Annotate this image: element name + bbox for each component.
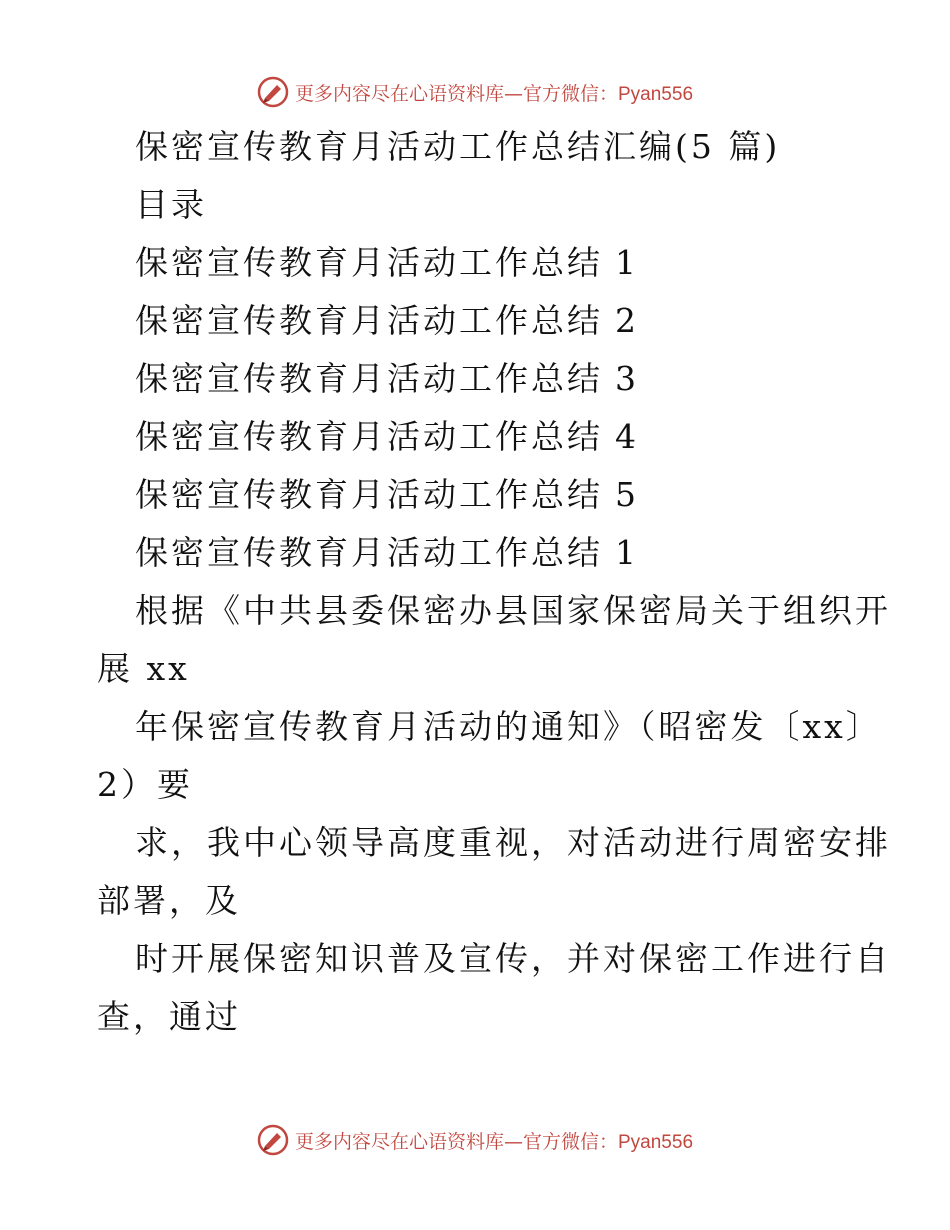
section-heading: [97, 524, 857, 582]
toc-item: [97, 292, 857, 350]
toc-item-number: 4: [615, 417, 639, 456]
document-body: [97, 118, 891, 1046]
toc-item: [97, 408, 857, 466]
toc-item-number: 5: [615, 475, 639, 514]
header-watermark: [0, 70, 950, 114]
body-line: 查，通过: [97, 997, 241, 1036]
body-line: 部署，及: [97, 881, 241, 920]
footer-watermark: [0, 1118, 950, 1162]
watermark-text: [295, 1127, 693, 1154]
toc-item: [97, 350, 857, 408]
watermark-text: [295, 79, 693, 106]
toc-item-label: 保密宣传教育月活动工作总结: [135, 475, 603, 514]
toc-item-label: 保密宣传教育月活动工作总结: [135, 417, 603, 456]
toc-heading: 目录: [135, 185, 207, 224]
toc-item-label: 保密宣传教育月活动工作总结: [135, 243, 603, 282]
watermark-id: Pyan556: [618, 1131, 694, 1153]
document-title: 保密宣传教育月活动工作总结汇编(5 篇): [135, 127, 781, 166]
body-line: 展 xx: [97, 649, 190, 688]
body-line: 求，我中心领导高度重视，对活动进行周密安排: [135, 823, 891, 862]
toc-item: [97, 234, 857, 292]
section-heading-number: 1: [615, 533, 639, 572]
body-line: 年保密宣传教育月活动的通知》（昭密发〔xx〕: [135, 707, 882, 746]
watermark-separator: —: [503, 1130, 523, 1153]
watermark-label: 官方微信：: [522, 82, 618, 105]
pen-logo-icon: [257, 76, 289, 108]
watermark-label: 官方微信：: [522, 1130, 618, 1153]
toc-item-number: 1: [615, 243, 639, 282]
toc-item-label: 保密宣传教育月活动工作总结: [135, 301, 603, 340]
toc-item-label: 保密宣传教育月活动工作总结: [135, 359, 603, 398]
body-line: 根据《中共县委保密办县国家保密局关于组织开: [135, 591, 891, 630]
watermark-brand: 更多内容尽在心语资料库: [294, 82, 504, 105]
toc-item-number: 2: [615, 301, 639, 340]
watermark-brand: 更多内容尽在心语资料库: [294, 1130, 504, 1153]
watermark-id: Pyan556: [618, 83, 694, 105]
toc-item: [97, 466, 857, 524]
pen-logo-icon: [257, 1124, 289, 1156]
section-heading-label: 保密宣传教育月活动工作总结: [135, 533, 603, 572]
toc-item-number: 3: [615, 359, 639, 398]
watermark-separator: —: [503, 82, 523, 105]
body-line: 2）要: [97, 765, 193, 804]
body-line: 时开展保密知识普及宣传，并对保密工作进行自: [135, 939, 891, 978]
